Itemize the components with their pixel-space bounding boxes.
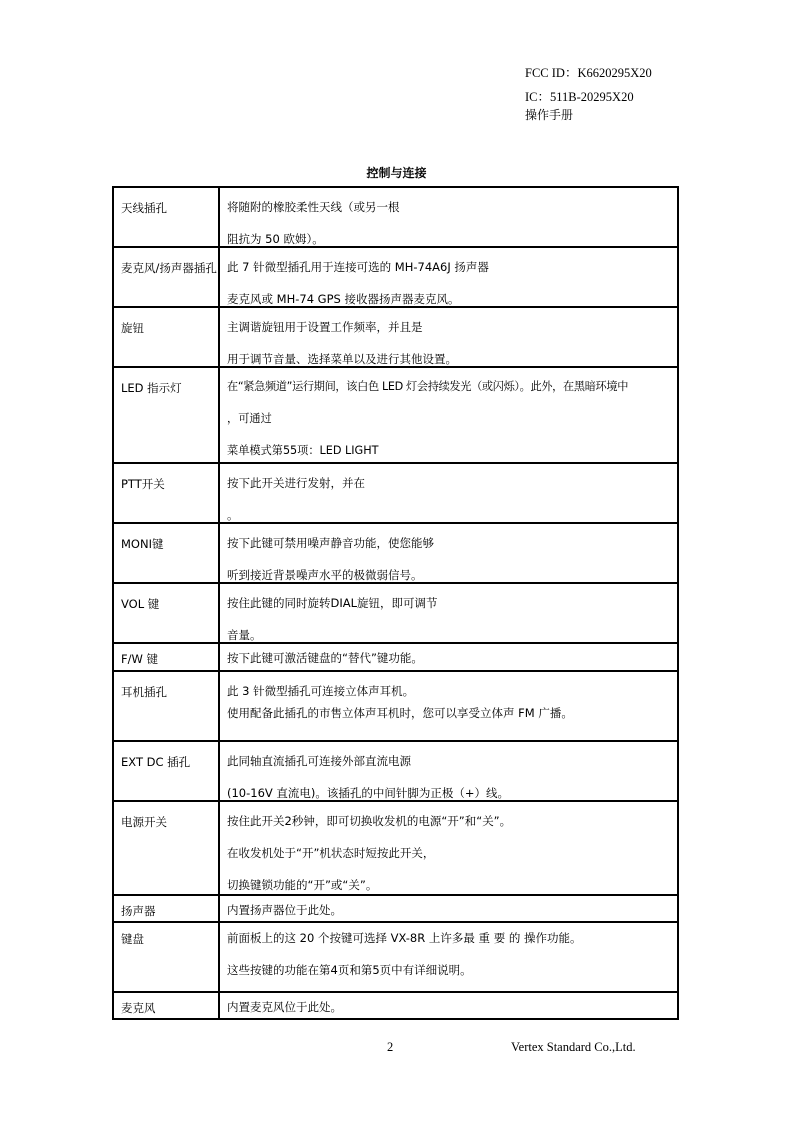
controls-table — [112, 186, 679, 1020]
table-row — [113, 643, 678, 671]
row-label: 耳机插孔 — [113, 671, 219, 741]
description-line: 此 7 针微型插孔用于连接可选的 MH-74A6J 扬声器 — [227, 260, 489, 274]
row-description — [219, 741, 678, 801]
row-description — [219, 671, 678, 741]
page-number: 2 — [387, 1040, 394, 1054]
table-row — [113, 307, 678, 367]
row-description — [219, 463, 678, 523]
description-line: 将随附的橡胶柔性天线（或另一根 — [227, 200, 400, 214]
description-line: 切换键锁功能的“开”或“关”。 — [227, 878, 378, 892]
description-line: 按下此开关进行发射，并在 — [227, 476, 365, 490]
row-label: PTT开关 — [113, 463, 219, 523]
row-description — [219, 523, 678, 583]
table-row — [113, 367, 678, 463]
row-description — [219, 895, 678, 922]
description-line: 在收发机处于“开”机状态时短按此开关， — [227, 846, 435, 860]
description-line: 按住此开关2秒钟，即可切换收发机的电源“开”和“关”。 — [227, 814, 512, 828]
table-row — [113, 671, 678, 741]
description-line: 音量。 — [227, 628, 262, 642]
description-line: 用于调节音量、选择菜单以及进行其他设置。 — [227, 352, 457, 366]
table-row — [113, 523, 678, 583]
section-title: 控制与连接 — [366, 166, 427, 180]
description-line: (10-16V 直流电)。该插孔的中间针脚为正极（+）线。 — [227, 786, 510, 800]
description-line: 。 — [227, 508, 239, 522]
document-type: 操作手册 — [525, 108, 574, 122]
description-line: 主调谐旋钮用于设置工作频率，并且是 — [227, 320, 423, 334]
description-line: 按住此键的同时旋转DIAL旋钮，即可调节 — [227, 596, 438, 610]
table-row — [113, 895, 678, 922]
table-row — [113, 801, 678, 895]
description-line: 这些按键的功能在第4页和第5页中有详细说明。 — [227, 963, 472, 977]
row-description — [219, 367, 678, 463]
description-line: 此同轴直流插孔可连接外部直流电源 — [227, 754, 411, 768]
row-description — [219, 187, 678, 247]
description-line: 按下此键可激活键盘的“替代”键功能。 — [227, 651, 423, 665]
row-description — [219, 247, 678, 307]
row-label: 天线插孔 — [113, 187, 219, 247]
row-label: 麦克风/扬声器插孔 — [113, 247, 219, 307]
row-description — [219, 643, 678, 671]
description-line: 麦克风或 MH-74 GPS 接收器扬声器麦克风。 — [227, 292, 460, 306]
company-name: Vertex Standard Co.,Ltd. — [511, 1040, 636, 1054]
fcc-id: FCC ID：K6620295X20 — [525, 66, 652, 80]
table-row — [113, 187, 678, 247]
description-line: 阻抗为 50 欧姆）。 — [227, 232, 324, 246]
description-line: 内置扬声器位于此处。 — [227, 903, 342, 917]
table-row — [113, 992, 678, 1019]
row-label: MONI键 — [113, 523, 219, 583]
table-row — [113, 583, 678, 643]
row-label: VOL 键 — [113, 583, 219, 643]
row-label: 键盘 — [113, 922, 219, 992]
row-description — [219, 992, 678, 1019]
description-line: 前面板上的这 20 个按键可选择 VX-8R 上许多最 重 要 的 操作功能。 — [227, 931, 582, 945]
description-line: ，可通过 — [227, 412, 272, 425]
row-description — [219, 583, 678, 643]
row-description — [219, 801, 678, 895]
description-line: 内置麦克风位于此处。 — [227, 1000, 342, 1014]
row-label: 电源开关 — [113, 801, 219, 895]
table-row — [113, 247, 678, 307]
row-description — [219, 307, 678, 367]
row-label: 扬声器 — [113, 895, 219, 922]
row-label: F/W 键 — [113, 643, 219, 671]
description-line: 听到接近背景噪声水平的极微弱信号。 — [227, 568, 423, 582]
row-description — [219, 922, 678, 992]
ic-number: IC：511B-20295X20 — [525, 90, 634, 104]
table-row — [113, 922, 678, 992]
row-label: EXT DC 插孔 — [113, 741, 219, 801]
row-label: LED 指示灯 — [113, 367, 219, 463]
description-line: 在“紧急频道”运行期间，该白色 LED 灯会持续发光（或闪烁）。此外，在黑暗环境中 — [227, 380, 629, 393]
row-label: 麦克风 — [113, 992, 219, 1019]
description-line: 此 3 针微型插孔可连接立体声耳机。 — [227, 684, 415, 698]
description-line: 使用配备此插孔的市售立体声耳机时，您可以享受立体声 FM 广播。 — [227, 706, 573, 720]
row-label: 旋钮 — [113, 307, 219, 367]
table-row — [113, 463, 678, 523]
description-line: 按下此键可禁用噪声静音功能，使您能够 — [227, 536, 434, 550]
description-line: 菜单模式第55项：LED LIGHT — [227, 444, 379, 457]
table-row — [113, 741, 678, 801]
